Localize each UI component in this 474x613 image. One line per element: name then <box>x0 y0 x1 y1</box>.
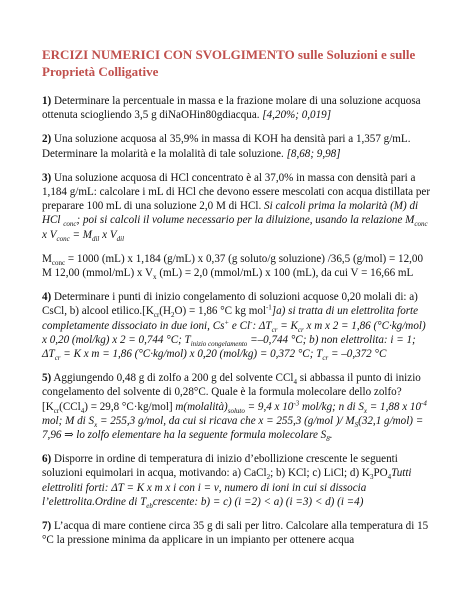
question-text: Aggiungendo 0,48 g di zolfo a 200 g del solvente CCl$_4$ si abbassa il punto di inizio congelamento del solvente di 0,28°C. Quale è la formula molecolare dello zolfo? [$K_{cr}(CCl_4) = 29,8$ °C·kg/mol] <box>42 372 421 415</box>
question-2 <box>42 132 432 160</box>
question-6 <box>42 452 432 509</box>
solution-hint: Si calcoli prima la molarità (M) di HCl $_{conc}$; poi si calcoli il volume necessario per la diluizione, usando la relazione $M_{conc}$ x $V_{conc} = M_{dil}$ x $V_{dil}$ <box>42 200 428 243</box>
question-number: 3) <box>42 171 52 184</box>
question-solution: $m(molalità)_{soluto} = 9,4$ x $10^{-3}$ mol/kg; n di $S_x = 1,88$ x $10^{-4}$ mol; M di $S_x = 255,3$ g/mol, da cui si ricava che x = 255,3 (g/mol )/ $M_S(32,1$ g/mol) = 7,96 ⇒ lo zolfo elementare ha la seguente formula molecolare $S_8$. <box>42 398 427 444</box>
question-number: 5) <box>42 372 52 385</box>
question-5 <box>42 371 432 442</box>
question-text: Determinare i punti di inizio congelamento di soluzioni acquose 0,20 molali di: a) CsCl, b) alcool $etilico.[K_{cr}(H_2O) = 1,86$ °C kg mol$^{-1}$ <box>42 291 418 320</box>
question-text: Determinare la percentuale in massa e la frazione molare di una soluzione acquosa ottenuta sciogliendo 3,5 g diNaOHin80gdiacqua. <box>42 95 421 122</box>
question-number: 1) <box>42 95 52 107</box>
question-number: 4) <box>42 291 52 304</box>
question-answer: [8,68; 9,98] <box>286 147 341 160</box>
page-title: ERCIZI NUMERICI CON SVOLGIMENTO sulle Soluzioni e sulle Proprietà Colligative <box>42 47 416 79</box>
question-solution: Tutti elettroliti forti: ΔT = K x m x i con i = ν, numero di ioni in cui si dissocia l’elettrolita.Ordine di $T_{eb}crescente$: b) = c) (i =2) < a) (i =3) < d) (i =4) <box>42 467 412 511</box>
question-text: Disporre in ordine di temperatura di inizio d’ebollizione crescente le seguenti soluzioni equimolari in acqua, motivando: a) CaCl$_2$; b) KCl; c) LiCl; d) $K_3PO_4$ <box>42 453 398 482</box>
question-number: 6) <box>42 453 52 466</box>
question-text: Una soluzione acquosa al 35,9% in massa di KOH ha densità pari a 1,357 g/mL. Determinare la molarità e la molalità di tale soluzione. <box>42 133 411 160</box>
question-7 <box>42 519 432 547</box>
question-solution: ]a) si tratta di un elettrolita forte completamente dissociato in due ioni, Cs+ e Cl-: $\Delta T_{cr} = K_{cr}$ x m x 2 = 1,86 (°C·kg/mol) x 0,20 (mol/kg) x 2 = 0,744 °C; $T_{inizio congelamento} =-0,744$ °C; b) non elettrolita: i = 1; $\Delta T_{cr} = K$ x m = 1,86 (°C·kg/mol) x 0,20 (mol/kg) = 0,372 °C; $T_{cr} = -0,372$ °C <box>42 305 426 363</box>
question-number: 2) <box>42 133 52 146</box>
question-3-solution: $M_{conc} = 1000$ (mL) x 1,184 (g/mL) x 0,37 (g soluto/g soluzione) /36,5 (g/mol) = 12,00 M 12,00 (mmol/mL) x $V_x$ (mL) = 2,0 (mmol/mL) x 100 (mL), da cui V = 16,66 mL <box>42 252 424 282</box>
question-1 <box>42 94 432 122</box>
question-4 <box>42 290 432 361</box>
question-text: Una soluzione acquosa di HCl concentrato è al 37,0% in massa con densità pari a 1,184 g/mL: calcolare i mL di HCl che devono essere mescolati con acqua distillata per preparare 100 mL di una soluzione 2,0 M di HCl. <box>42 171 431 213</box>
question-number: 7) <box>42 520 52 533</box>
question-text: L’acqua di mare contiene circa 35 g di sali per litro. Calcolare alla temperatura di 15 °C la pressione minima da applicare in un impianto per ottenere acqua <box>42 520 429 547</box>
question-answer: [4,20%; 0,019] <box>262 109 332 122</box>
question-3 <box>42 171 432 242</box>
